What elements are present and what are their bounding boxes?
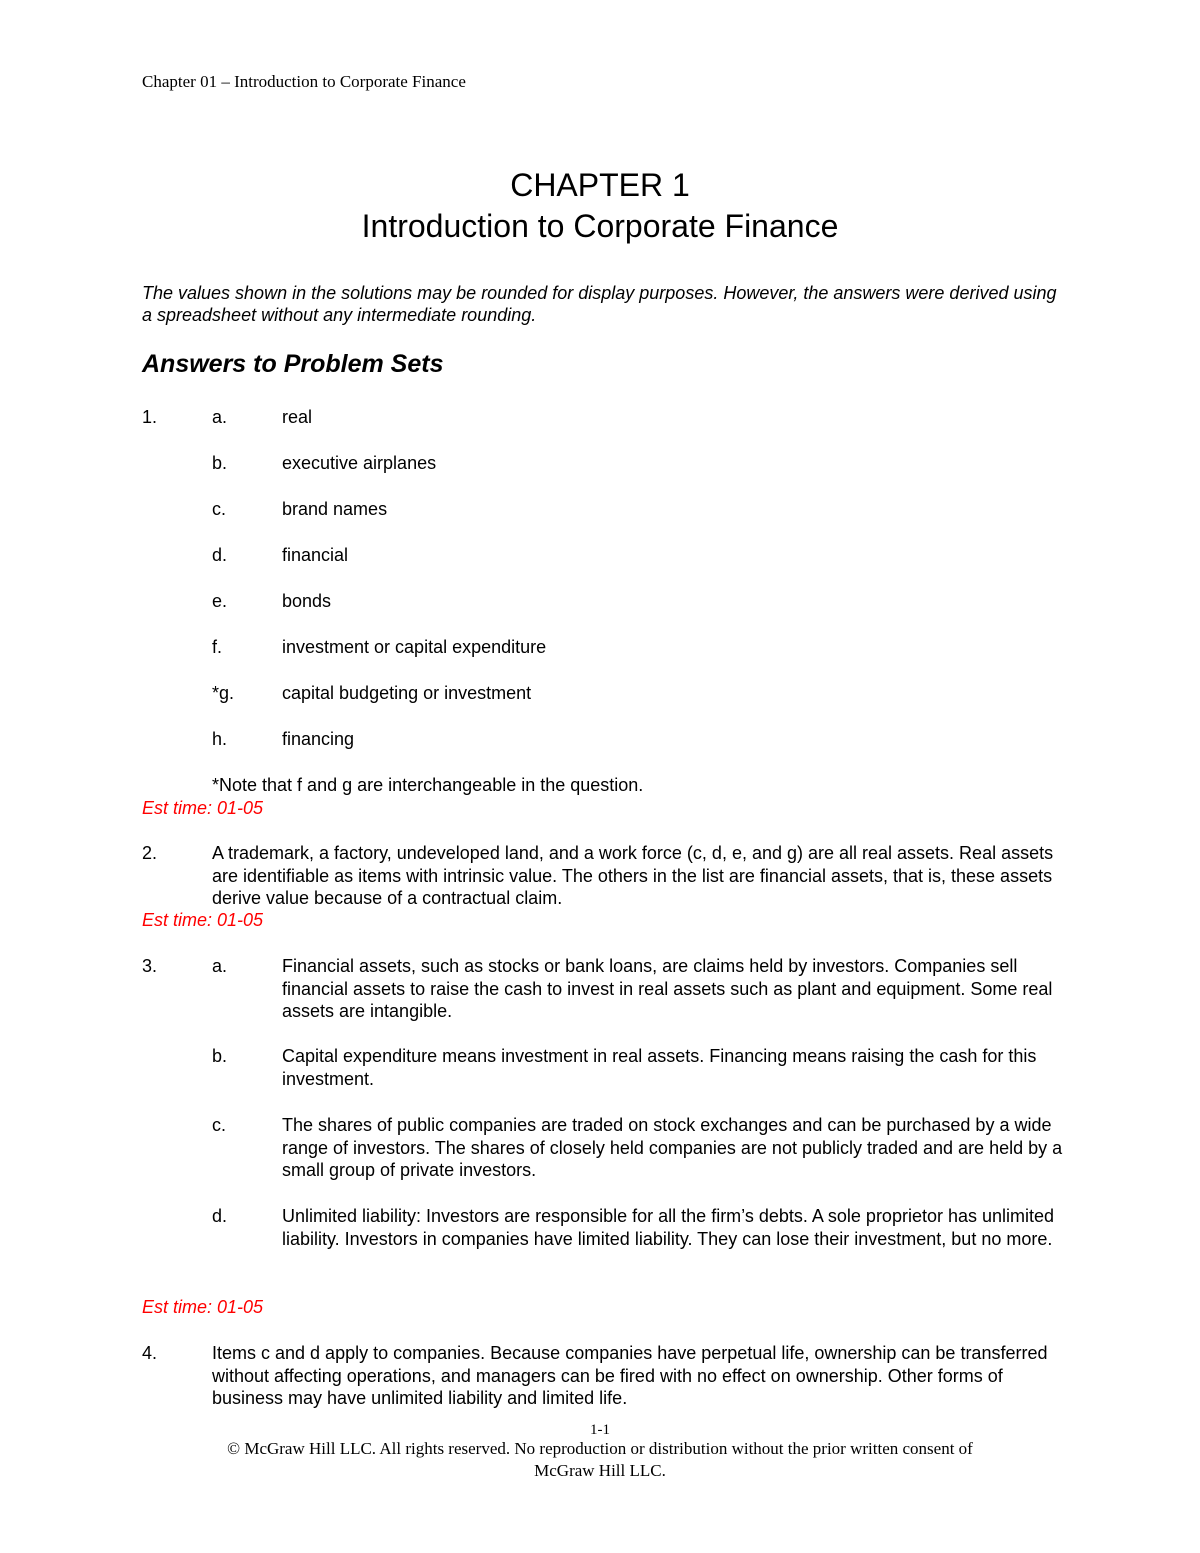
est-time: Est time: 01-05 xyxy=(142,798,264,818)
answer-letter: f. xyxy=(212,637,223,657)
est-time: Est time: 01-05 xyxy=(142,1297,264,1317)
answer-letter: e. xyxy=(212,591,228,611)
question-answer-text: A trademark, a factory, undeveloped land, and a work force (c, d, e, and g) are all real assets. Real assets are identifiable as items with intrinsic value. The others in the list are financial assets, that is, these assets derive value because of a contractual claim. xyxy=(212,843,1054,908)
interchangeable-note: *Note that f and g are interchangeable in the question. xyxy=(212,775,644,795)
answer-letter: *g. xyxy=(212,683,235,703)
answer-text: The shares of public companies are traded on stock exchanges and can be purchased by a wide range of investors. The shares of closely held companies are not publicly traded and are held by a small group of private investors. xyxy=(282,1115,1063,1180)
answer-text: real xyxy=(282,407,313,427)
copyright-line: © McGraw Hill LLC. All rights reserved. No reproduction or distribution without the prior written consent of xyxy=(227,1439,973,1458)
question-number: 2. xyxy=(142,843,158,863)
answer-letter: b. xyxy=(212,1046,228,1066)
chapter-number: CHAPTER 1 xyxy=(510,167,690,203)
answer-letter: c. xyxy=(212,1115,227,1135)
answer-letter: c. xyxy=(212,499,227,519)
copyright-notice xyxy=(0,1438,1200,1482)
answer-letter: h. xyxy=(212,729,228,749)
answer-text: financial xyxy=(282,545,349,565)
est-time: Est time: 01-05 xyxy=(142,910,264,930)
copyright-line: McGraw Hill LLC. xyxy=(534,1461,666,1480)
answer-text: financing xyxy=(282,729,355,749)
running-header: Chapter 01 – Introduction to Corporate Finance xyxy=(142,72,466,91)
answer-letter: d. xyxy=(212,1206,228,1226)
question-number: 3. xyxy=(142,956,158,976)
answer-letter: a. xyxy=(212,956,228,976)
answer-text: bonds xyxy=(282,591,332,611)
answer-letter: b. xyxy=(212,453,228,473)
answer-text: Capital expenditure means investment in real assets. Financing means raising the cash for this investment. xyxy=(282,1046,1037,1089)
answer-text: Financial assets, such as stocks or bank loans, are claims held by investors. Companies sell financial assets to raise the cash to invest in real assets such as plant and equipment. Some real assets are intangible. xyxy=(282,956,1053,1021)
page-number: 1-1 xyxy=(590,1422,610,1438)
question-number: 4. xyxy=(142,1343,158,1363)
answer-text: Unlimited liability: Investors are responsible for all the firm’s debts. A sole proprietor has unlimited liability. Investors in companies have limited liability. They can lose their investment, but no more. xyxy=(282,1206,1055,1249)
answer-letter: d. xyxy=(212,545,228,565)
answer-text: brand names xyxy=(282,499,388,519)
intro-note: The values shown in the solutions may be rounded for display purposes. However, the answers were derived using a spreadsheet without any intermediate rounding. xyxy=(142,283,1057,325)
answer-text: investment or capital expenditure xyxy=(282,637,547,657)
answer-letter: a. xyxy=(212,407,228,427)
question-number: 1. xyxy=(142,407,158,427)
answer-text: capital budgeting or investment xyxy=(282,683,532,703)
section-heading: Answers to Problem Sets xyxy=(142,350,444,378)
chapter-title: Introduction to Corporate Finance xyxy=(361,208,839,244)
answer-text: executive airplanes xyxy=(282,453,437,473)
question-answer-text: Items c and d apply to companies. Because companies have perpetual life, ownership can be transferred without affecting operations, and managers can be fired with no effect on ownership. Other forms of business may have unlimited liability and limited life. xyxy=(212,1343,1048,1408)
